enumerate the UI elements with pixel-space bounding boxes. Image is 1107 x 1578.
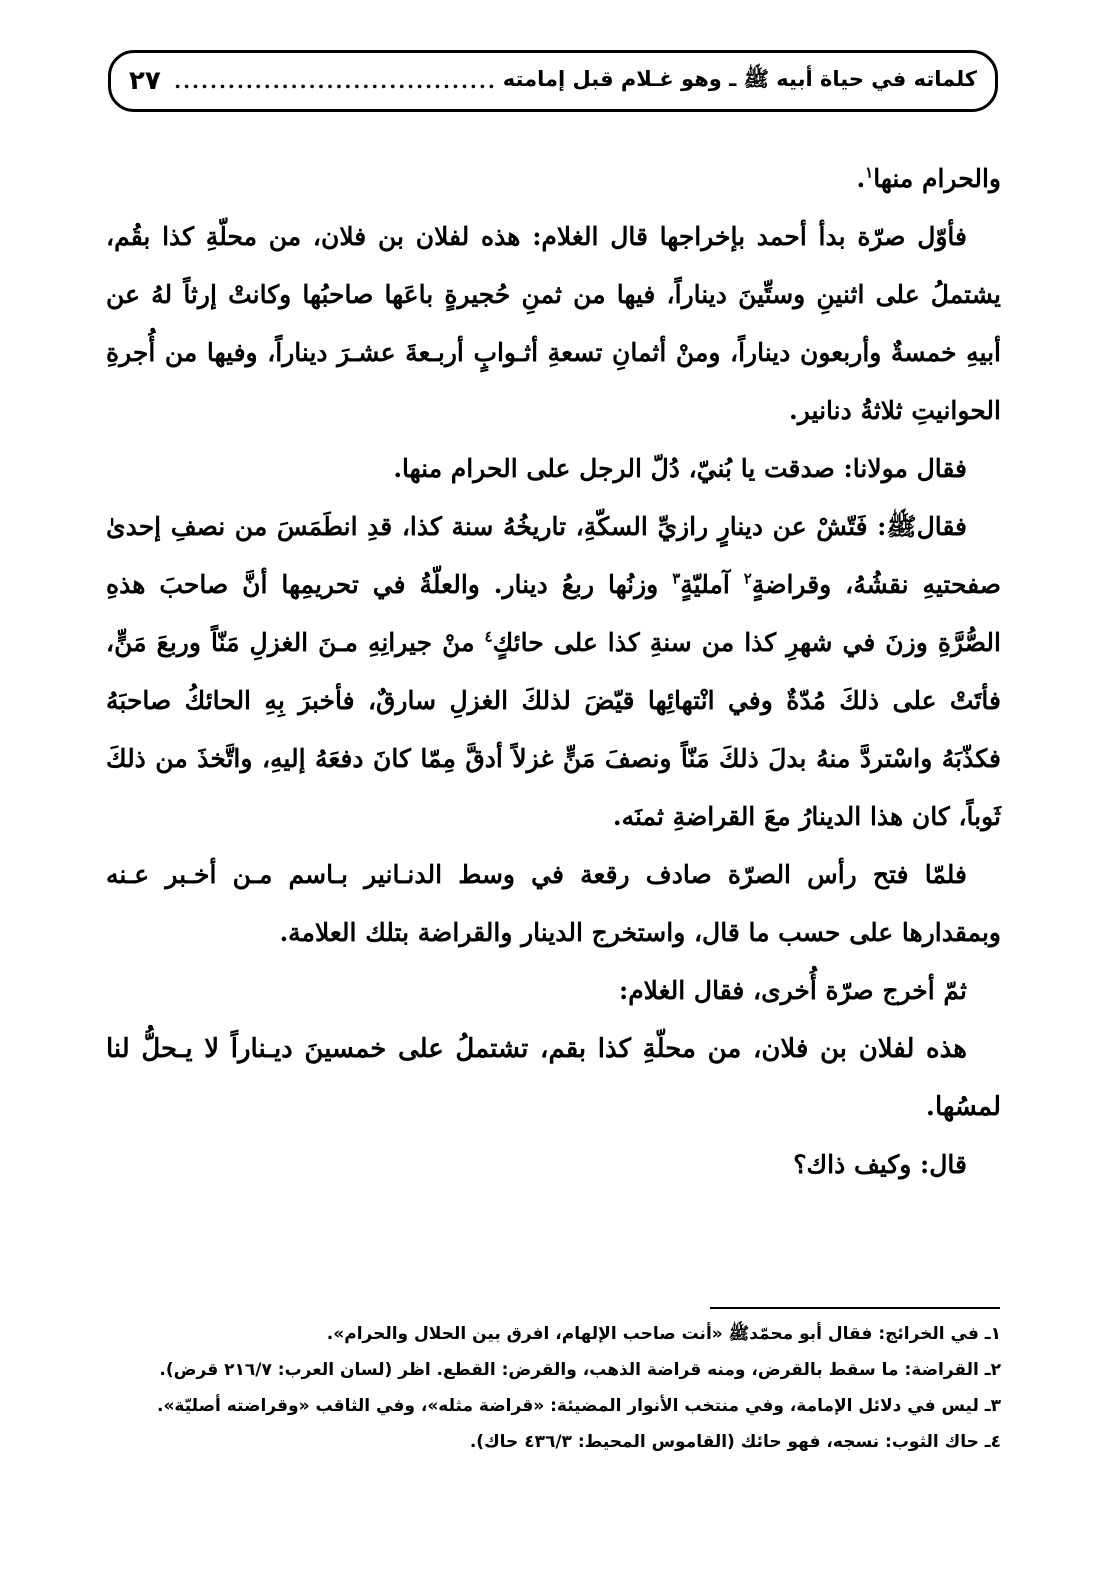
main-text [106, 150, 1001, 1194]
paragraph: فلمّا فتح رأس الصرّة صادف رقعة في وسط الدنـانير بـاسم مـن أخـبر عـنه وبمقدارها على حسب ما قال، واستخرج الدينار والقراضة بتلك العلامة. [106, 860, 1001, 947]
paragraph: والحرام منها$^١$. [856, 163, 1001, 193]
paragraph: قال: وكيف ذاك؟ [793, 1150, 967, 1179]
paragraph: فأوّل صرّة بدأ أحمد بإخراجها قال الغلام: هذه لفلان بن فلان، من محلّةِ كذا بقُم، يشتملُ على اثنينِ وستِّينَ ديناراً، فيها من ثمنِ حُجيرةٍ باعَها صاحبُها وكانتْ إرثاً لهُ عن أبيهِ خمسةٌ وأربعون ديناراً، ومنْ أثمانِ تسعةِ أثـوابٍ أربـعةَ عشـرَ ديناراً، وفيها من أُجرةِ الحوانيتِ ثلاثةُ دنانير. [106, 222, 1001, 425]
paragraph: فقالﷺ: فَتّشْ عن دينارٍ رازيِّ السكّةِ، تاريخُهُ سنة كذا، قدِ انطَمَسَ من نصفِ إحدىٰ صفحتيهِ نقشُهُ، وقراضةٍ$^٢$ آمليّةٍ$^٣$ وزنُها ربعُ دينار. والعلّةُ في تحريمِها أنَّ صاحبَ هذهِ الصُّرَّةِ وزنَ في شهرِ كذا من سنةِ كذا على حائكٍ$^٤$ منْ جيرانِهِ مـنَ الغزلِ مَنّاً وربعَ مَنٍّ، فأتَتْ على ذلكَ مُدّةٌ وفي انْتهائِها قيّضَ لذلكَ الغزلِ سارقٌ، فأخبرَ بِهِ الحائكُ صاحبَهُ فكذّبَهُ واسْتردَّ منهُ بدلَ ذلكَ مَنّاً ونصفَ مَنٍّ غزلاً أدقَّ مِمّا كانَ دفعَهُ إليهِ، واتَّخذَ من ذلكَ ثَوباً، كان هذا الدينارُ معَ القراضةِ ثمنَه. [106, 512, 1001, 831]
footnote: ٢ـ القراضة: ما سقط بالقرض، ومنه قراضة الذهب، والقرض: القطع. اظر (لسان العرب: ٢١٦/٧ قرض). [159, 1360, 1001, 1380]
footnote: ١ـ في الخرائج: فقال أبو محمّدﷺ «أنت صاحب الإلهام، افرق بين الحلال والحرام». [326, 1324, 1001, 1344]
header-title: كلماته في حياة أبيه ﷺ ـ وهو غـلام قبل إمامته [502, 66, 977, 91]
paragraph: هذه لفلان بن فلان، من محلّةِ كذا بقم، تشتملُ على خمسينَ ديـناراً لا يـحلُّ لنا لمسُها. [106, 1034, 1001, 1122]
footnote-ref: ٣ [672, 569, 681, 588]
paragraph: ثمّ أخرج صرّة أُخرى، فقال الغلام: [618, 976, 967, 1005]
header-leader-dots: .................................... [174, 69, 497, 93]
footnote-ref: ٢ [743, 569, 752, 588]
footnotes [106, 1316, 1001, 1460]
running-header [108, 50, 998, 112]
footnote-ref: ٤ [484, 627, 493, 646]
page-number: ٢٧ [129, 66, 161, 96]
footnote: ٣ـ ليس في دلائل الإمامة، وفي منتخب الأنوار المضيئة: «قراضة مثله»، وفي الثاقب «وقراضته أصليّة». [156, 1396, 1001, 1416]
paragraph: فقال مولانا: صدقت يا بُنيّ، دُلّ الرجل على الحرام منها. [393, 454, 967, 483]
footnote: ٤ـ حاك الثوب: نسجه، فهو حائك (القاموس المحيط: ٤٣٦/٣ حاك). [469, 1432, 1001, 1452]
footnote-ref: ١ [865, 163, 874, 182]
footnote-separator [710, 1307, 1000, 1309]
